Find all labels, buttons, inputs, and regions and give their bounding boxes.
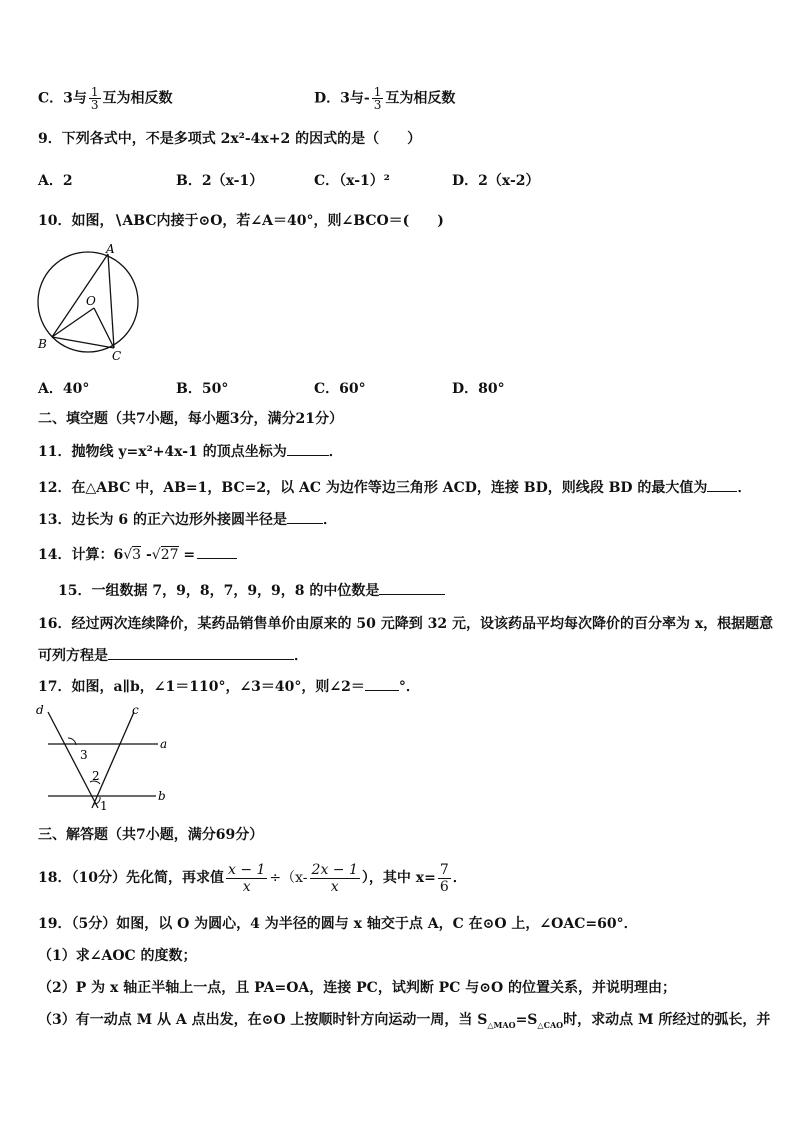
q10-option-c: C．60° (314, 381, 366, 397)
q14-minus: - (141, 547, 152, 563)
q10-circle-figure (30, 238, 150, 366)
segment-bo (52, 308, 94, 337)
label-a: A (106, 242, 115, 256)
fraction-2x-minus-1-over-x (310, 862, 360, 895)
q18-pre: 18．（10分）先化简，再求值 (38, 870, 224, 886)
line-c (92, 712, 134, 808)
q13-end: ． (322, 512, 337, 528)
q9-stem: 9．下列各式中，不是多项式 2x²-4x+2 的因式的是（ ） (38, 131, 422, 147)
option-d-tail: 互为相反数 (385, 90, 456, 107)
q16-end: ． (294, 648, 308, 664)
fraction-denominator: 6 (439, 878, 449, 895)
segment-ac (108, 254, 114, 348)
fraction-numerator: 2x − 1 (311, 861, 358, 878)
q19-stem: 19．（5分）如图，以 O 为圆心，4 为半径的圆与 x 轴交于点 A，C 在⊙O 上，∠OAC=60°． (38, 916, 638, 932)
q12 (38, 479, 751, 497)
q12-text: 12．在△ABC 中，AB=1，BC=2，以 AC 为边作等边三角形 ACD，连接 BD，则线段 BD 的最大值为 (38, 480, 708, 496)
q19-part-3-eq: =S (515, 1012, 538, 1028)
q18-end: ． (452, 870, 467, 886)
q9-option-b: B．2（x-1） (176, 173, 264, 189)
subscript-mao: △MAO (487, 1019, 516, 1030)
fraction-7-over-6 (438, 862, 451, 895)
q16-line1: 16．经过两次连续降价，某药品销售单价由原来的 50 元降到 32 元，设该药品平均每次降价的百分率为 x，根据题意 (38, 616, 774, 632)
label-b: B (38, 337, 47, 351)
fraction-x-minus-1-over-x (226, 862, 267, 895)
fraction-numerator: 1 (373, 85, 382, 99)
q18-divide: ÷（x- (269, 870, 308, 886)
q13-text: 13．边长为 6 的正六边形外接圆半径是 (38, 512, 287, 528)
label-angle-1: 1 (100, 799, 108, 813)
segment-bc (52, 337, 114, 348)
q19-part-3-pre: （3）有一动点 M 从 A 点出发，在⊙O 上按顺时针方向运动一周，当 S (38, 1012, 488, 1028)
label-c: C (112, 349, 122, 363)
fraction-denominator: 3 (90, 98, 99, 112)
segment-oc (94, 308, 114, 348)
option-c-label: C．3与 (38, 90, 87, 107)
q9-option-c: C．（x-1）² (314, 173, 390, 189)
q19-part-2: （2）P 为 x 轴正半轴上一点，且 PA=OA，连接 PC，试判断 PC 与⊙O 的位置关系，并说明理由； (38, 980, 677, 996)
option-c-tail: 互为相反数 (102, 90, 173, 107)
segment-ab (52, 254, 108, 337)
q8-option-c (38, 86, 173, 111)
q11-text: 11．抛物线 y=x²+4x-1 的顶点坐标为 (38, 444, 287, 460)
answer-blank[interactable] (287, 511, 323, 524)
q19-part-1: （1）求∠AOC 的度数； (38, 948, 197, 964)
q18 (38, 858, 467, 898)
answer-blank[interactable] (108, 647, 294, 660)
label-o: O (86, 294, 96, 308)
subscript-cao: △CAO (537, 1019, 564, 1030)
fraction (89, 86, 101, 111)
q17-text: 17．如图，a∥b，∠1＝110°，∠3＝40°，则∠2＝ (38, 679, 365, 695)
q15-text: 15．一组数据 7，9，8，7，9，9，8 的中位数是 (58, 583, 380, 599)
q9-option-a: A．2 (38, 173, 73, 189)
q14 (38, 546, 237, 564)
q10-option-d: D．80° (452, 381, 505, 397)
option-d-label: D．3与- (314, 90, 370, 107)
fraction-numerator: x − 1 (227, 861, 266, 878)
radicand: 3 (132, 547, 142, 563)
q13 (38, 511, 337, 529)
q17-end: °． (398, 679, 420, 695)
q15 (58, 582, 445, 600)
q19-part-3 (38, 1011, 770, 1029)
q10-stem: 10．如图，∖ABC内接于⊙O，若∠A＝40°，则∠BCO＝( ) (38, 213, 444, 229)
section-2-heading: 二、填空题（共7小题，每小题3分，满分21分） (38, 411, 343, 427)
q10-option-a: A．40° (38, 381, 90, 397)
fraction-numerator: 7 (439, 861, 449, 878)
q11-end: ． (328, 444, 343, 460)
answer-blank[interactable] (287, 443, 329, 456)
q11 (38, 443, 343, 461)
q17-parallel-lines-figure (30, 700, 180, 815)
answer-blank[interactable] (197, 546, 237, 559)
answer-blank[interactable] (365, 678, 399, 691)
answer-blank[interactable] (707, 479, 737, 492)
fraction-numerator: 1 (90, 85, 99, 99)
q14-pre: 14．计算：6 (38, 547, 124, 563)
q10-option-b: B．50° (176, 381, 229, 397)
q12-end: ． (737, 480, 752, 496)
answer-blank[interactable] (379, 582, 445, 595)
fraction-denominator: 3 (373, 98, 382, 112)
sqrt-27: √27 (151, 547, 179, 563)
q16-line2 (38, 647, 308, 665)
fraction-denominator: x (330, 878, 339, 895)
sqrt-3: √3 (123, 547, 142, 563)
q19-part-3-tail: 时，求动点 M 所经过的弧长，并 (563, 1012, 771, 1028)
q17 (38, 678, 420, 696)
fraction-denominator: x (242, 878, 251, 895)
label-angle-3: 3 (80, 748, 88, 762)
q16-line2-text: 可列方程是 (38, 648, 108, 664)
label-angle-2: 2 (92, 769, 100, 783)
label-b: b (158, 789, 166, 803)
q14-equals: = (178, 547, 196, 563)
label-c: c (132, 703, 139, 717)
label-d: d (36, 703, 44, 717)
radicand: 27 (160, 547, 179, 563)
q8-option-d (314, 86, 455, 111)
line-d (48, 712, 98, 808)
label-a: a (160, 737, 168, 751)
fraction (372, 86, 384, 111)
section-3-heading: 三、解答题（共7小题，满分69分） (38, 827, 264, 843)
q9-option-d: D．2（x-2） (452, 173, 540, 189)
q18-mid: ），其中 x= (361, 870, 436, 886)
